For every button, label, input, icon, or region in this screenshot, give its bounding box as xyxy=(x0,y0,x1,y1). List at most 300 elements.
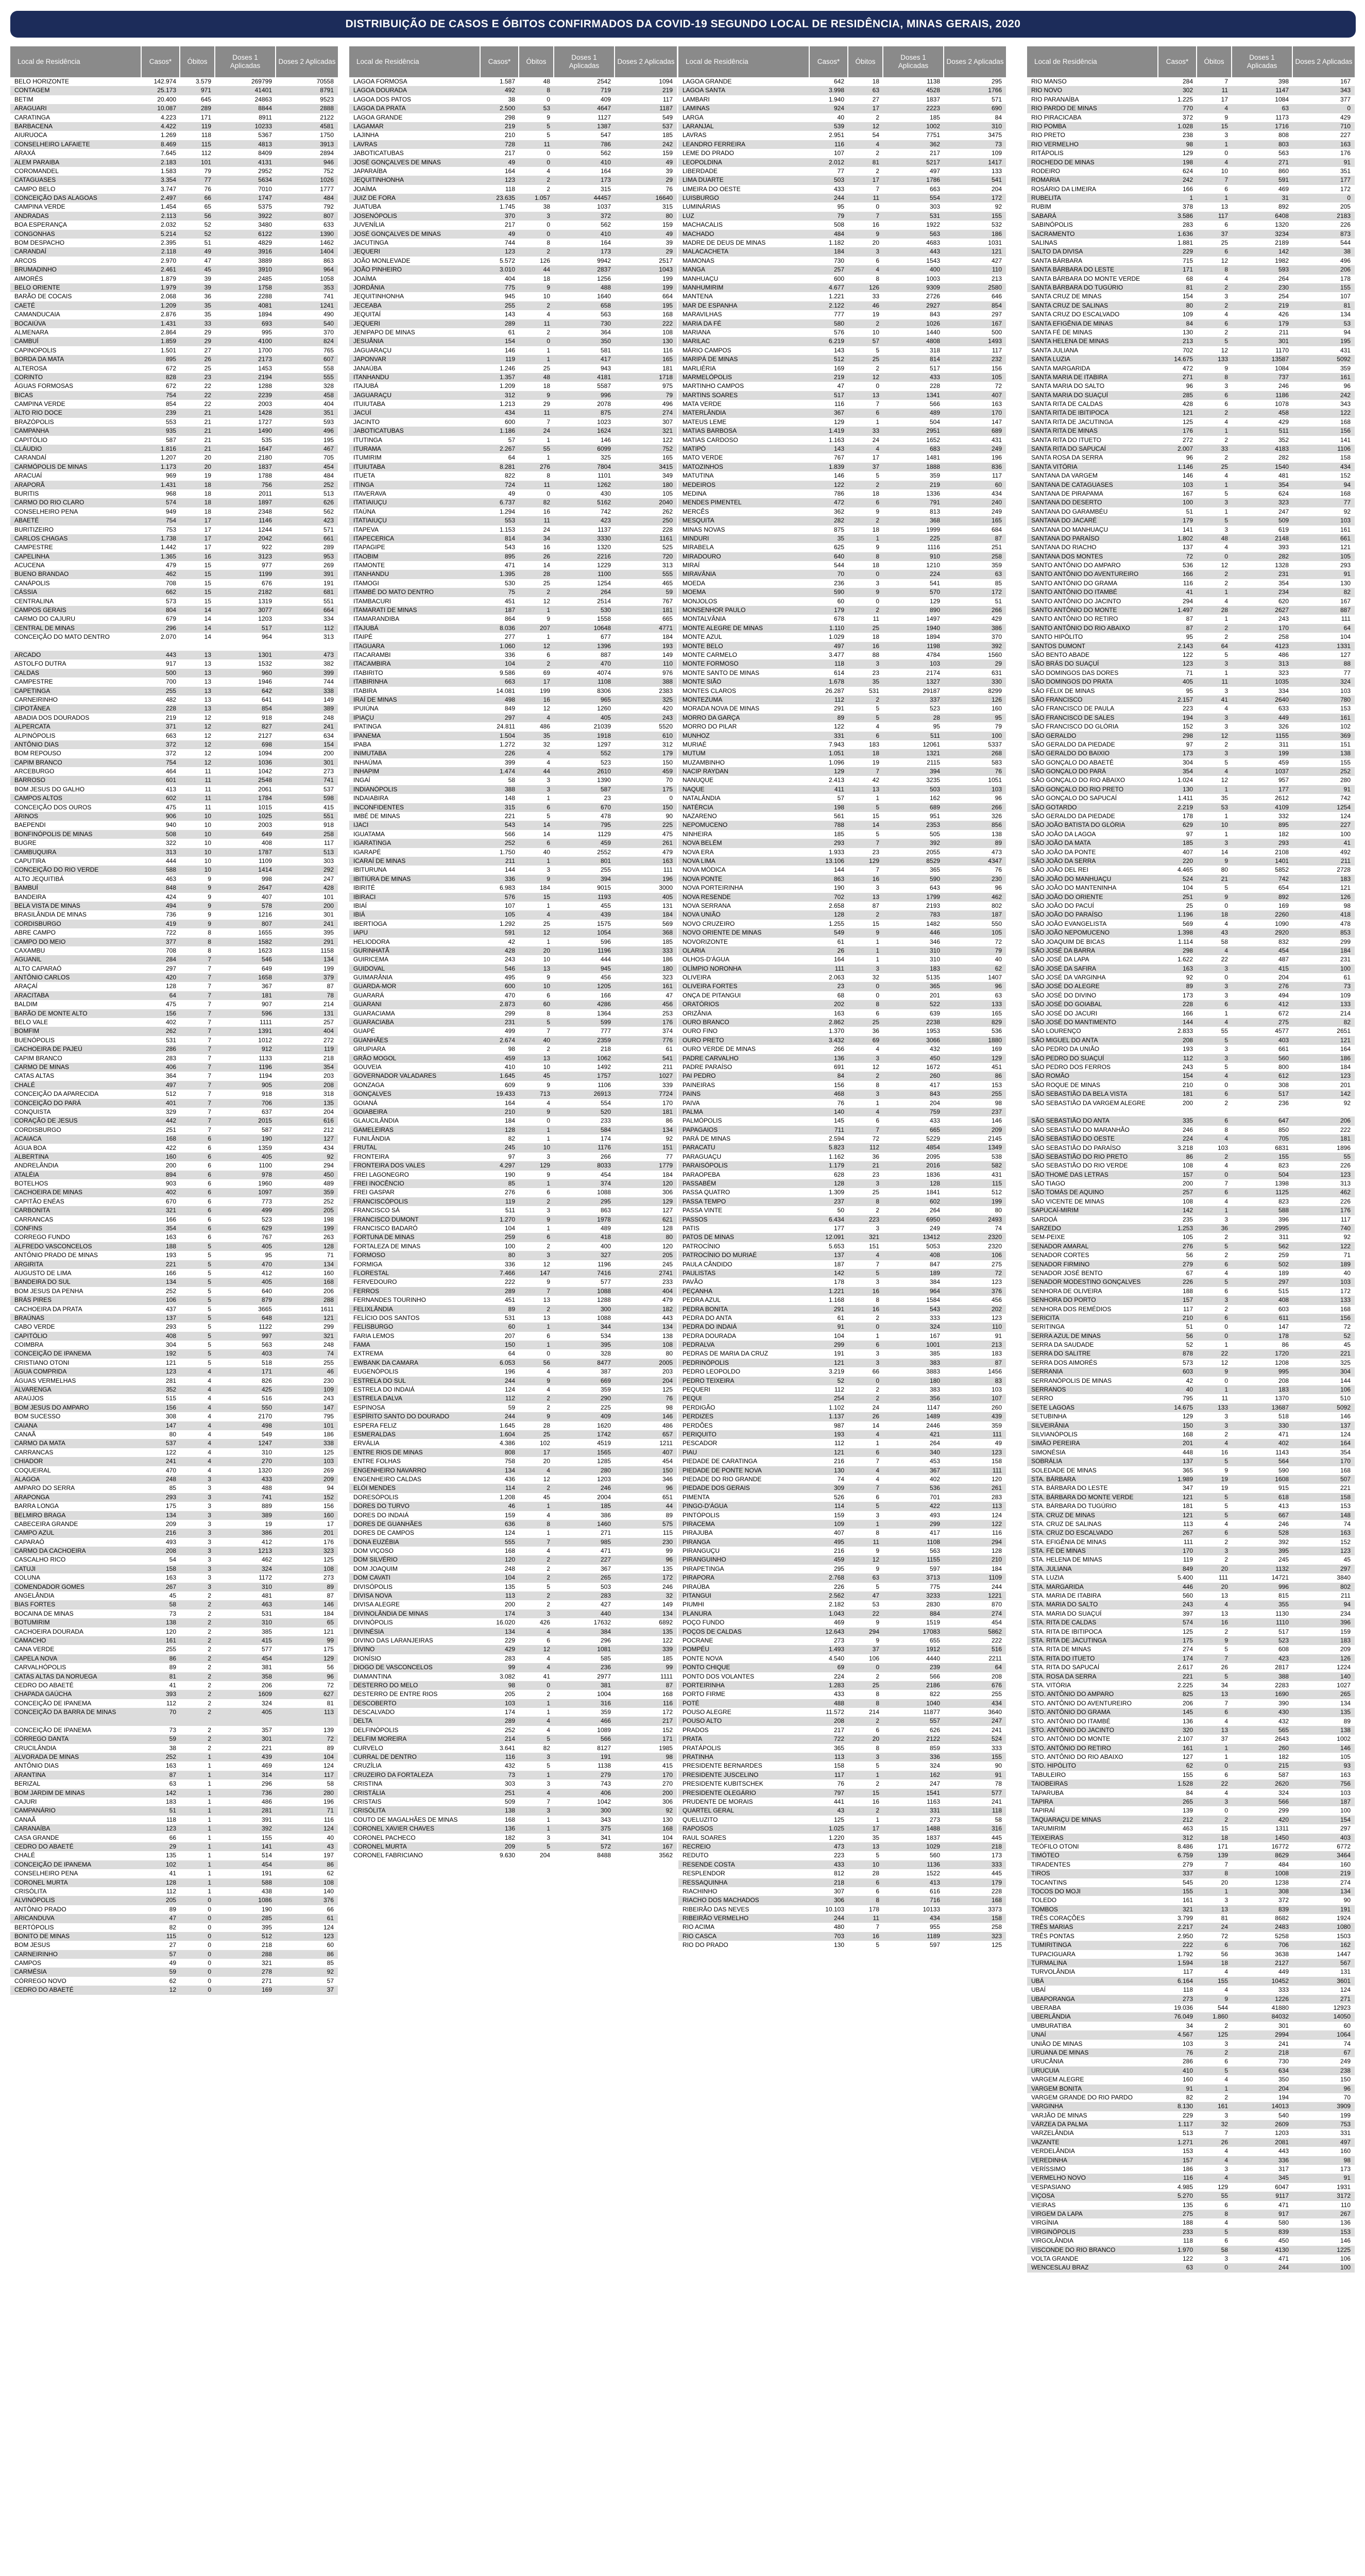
cases-value: 336 xyxy=(504,651,515,658)
dose1-value: 1127 xyxy=(598,113,611,121)
deaths-value: 106 xyxy=(868,1654,879,1662)
table-row xyxy=(678,785,1006,794)
table-row xyxy=(1027,230,1355,239)
deaths-value: 8 xyxy=(208,929,211,937)
table-row xyxy=(349,1385,677,1394)
cases-value: 208 xyxy=(833,1717,844,1725)
cases-value: 112 xyxy=(834,1386,844,1394)
dose2-value: 211 xyxy=(1340,857,1351,865)
dose2-value: 569 xyxy=(662,920,673,927)
deaths-value: 19 xyxy=(872,758,879,766)
dose2-value: 214 xyxy=(323,1001,334,1008)
table-header xyxy=(10,46,338,77)
deaths-value: 2 xyxy=(1224,1816,1228,1823)
dose2-value: 62 xyxy=(327,1870,334,1877)
dose1-value: 620 xyxy=(1278,597,1289,605)
cases-value: 940 xyxy=(165,821,176,829)
deaths-value: 21 xyxy=(1221,875,1228,883)
deaths-value: 10 xyxy=(543,956,550,963)
deaths-value: 35 xyxy=(204,301,211,309)
dose2-value: 111 xyxy=(1341,615,1351,623)
city-name: BURITIS xyxy=(14,489,39,497)
dose1-value: 271 xyxy=(1278,158,1289,166)
cases-value: 362 xyxy=(833,507,844,515)
table-row xyxy=(678,489,1006,498)
dose1-value: 367 xyxy=(929,1466,940,1474)
dose2-value: 765 xyxy=(323,346,334,354)
deaths-value: 12 xyxy=(1221,732,1228,739)
city-name: LAGOA GRANDE xyxy=(682,78,732,85)
dose1-value: 590 xyxy=(929,875,940,883)
dose1-value: 863 xyxy=(600,1207,611,1214)
table-row xyxy=(10,722,338,731)
dose2-value: 1058 xyxy=(320,275,334,282)
deaths-value: 1 xyxy=(1224,481,1228,488)
deaths-value: 12 xyxy=(872,373,879,381)
city-name: ITAMBACURI xyxy=(353,597,391,605)
table-row xyxy=(349,113,677,122)
dose2-value: 2894 xyxy=(320,149,334,157)
table-row xyxy=(1027,328,1355,337)
deaths-value: 6 xyxy=(208,1144,211,1151)
table-row xyxy=(678,239,1006,247)
deaths-value: 3 xyxy=(876,1225,879,1232)
dose1-value: 282 xyxy=(1278,552,1289,560)
deaths-value: 4 xyxy=(876,1430,879,1438)
dose1-value: 998 xyxy=(261,875,272,883)
dose2-value: 297 xyxy=(1340,1825,1351,1833)
deaths-value: 4 xyxy=(208,1466,211,1474)
city-name: IPANEMA xyxy=(353,732,381,739)
city-name: TOCOS DO MOJI xyxy=(1031,1887,1081,1895)
dose2-value: 197 xyxy=(323,1852,334,1859)
table-row xyxy=(1027,677,1355,686)
deaths-value: 1 xyxy=(547,1323,550,1331)
cases-value: 223 xyxy=(833,1852,844,1859)
dose1-value: 449 xyxy=(1278,714,1289,721)
cases-value: 411 xyxy=(834,785,844,793)
dose2-value: 451 xyxy=(991,1063,1002,1071)
cases-value: 108 xyxy=(1182,1162,1193,1170)
dose2-value: 105 xyxy=(1340,1753,1351,1761)
cases-value: 1.209 xyxy=(160,301,176,309)
cases-value: 1.442 xyxy=(160,544,176,551)
dose1-value: 215 xyxy=(1278,1762,1289,1770)
dose2-value: 544 xyxy=(1340,239,1351,247)
dose2-value: 127 xyxy=(323,1135,334,1143)
dose1-value: 4784 xyxy=(926,651,940,658)
table-column xyxy=(349,46,677,2576)
city-name: ALPERCATA xyxy=(14,723,50,731)
city-name: SÃO SEBASTIÃO DO RIO PRETO xyxy=(1031,1153,1128,1160)
dose2-value: 571 xyxy=(323,526,334,533)
deaths-value: 1 xyxy=(547,1816,550,1823)
deaths-value: 11 xyxy=(204,776,211,784)
cases-value: 54 xyxy=(169,1556,176,1564)
table-row xyxy=(10,1269,338,1278)
dose1-value: 2194 xyxy=(258,373,272,381)
city-name: PONTO DOS VOLANTES xyxy=(682,1672,755,1680)
dose1-value: 1758 xyxy=(258,283,272,291)
cases-value: 142.974 xyxy=(153,78,176,85)
dose2-value: 117 xyxy=(992,346,1002,354)
table-row xyxy=(10,1045,338,1054)
deaths-value: 4 xyxy=(876,1045,879,1053)
dose1-value: 8127 xyxy=(597,1744,611,1752)
deaths-value: 14 xyxy=(872,1421,879,1429)
table-row xyxy=(349,1323,677,1331)
dose1-value: 310 xyxy=(261,1619,272,1626)
cases-value: 753 xyxy=(165,526,176,533)
city-name: ARAÇAÍ xyxy=(14,982,38,990)
deaths-value: 184 xyxy=(539,884,550,892)
dose1-value: 667 xyxy=(1278,1511,1289,1519)
dose2-value: 29 xyxy=(666,176,673,184)
dose2-value: 549 xyxy=(662,113,673,121)
table-row xyxy=(1027,427,1355,435)
dose1-value: 823 xyxy=(1278,1197,1289,1205)
dose1-value: 543 xyxy=(929,1305,940,1313)
dose1-value: 432 xyxy=(1278,1717,1289,1725)
cases-value: 730 xyxy=(833,257,844,264)
city-name: STA. RITA DE IBITIPOCA xyxy=(1031,1628,1102,1635)
city-name: ANTÔNIO DIAS xyxy=(14,1762,59,1770)
deaths-value: 3 xyxy=(208,1511,211,1519)
table-row xyxy=(349,131,677,140)
city-name: CACHOEIRA DE PAJEÚ xyxy=(14,1045,82,1053)
cases-value: 1.859 xyxy=(160,337,176,345)
table-row xyxy=(1027,1153,1355,1161)
dose1-value: 698 xyxy=(261,740,272,748)
cases-value: 1.497 xyxy=(1177,606,1193,614)
dose1-value: 408 xyxy=(929,1251,940,1259)
dose1-value: 563 xyxy=(600,311,611,318)
dose2-value: 291 xyxy=(323,938,334,945)
dose1-value: 1100 xyxy=(259,1162,272,1170)
city-name: RIO DO PRADO xyxy=(682,1941,728,1949)
deaths-value: 8 xyxy=(547,1009,550,1017)
dose2-value: 204 xyxy=(662,1377,673,1384)
cases-value: 245 xyxy=(504,1144,515,1151)
dose2-value: 85 xyxy=(327,1959,334,1967)
city-name: SENADOR CORTES xyxy=(1031,1251,1089,1259)
dose2-value: 123 xyxy=(991,1314,1002,1321)
city-name: BUENÓPOLIS xyxy=(14,1036,55,1044)
dose1-value: 6122 xyxy=(258,230,272,238)
cases-value: 154 xyxy=(1182,1072,1193,1080)
city-name: OURO FINO xyxy=(682,1027,718,1035)
deaths-value: 9 xyxy=(876,1565,879,1572)
dose2-value: 124 xyxy=(323,1762,334,1770)
dose2-value: 248 xyxy=(323,714,334,721)
city-name: ESTRELA DO INDAIÁ xyxy=(353,1386,415,1394)
table-row xyxy=(10,1708,338,1726)
cases-value: 304 xyxy=(165,1341,176,1349)
dose1-value: 86 xyxy=(1282,1341,1289,1349)
city-name: SANTA FÉ DE MINAS xyxy=(1031,328,1093,336)
deaths-value: 9 xyxy=(1224,1636,1228,1644)
deaths-value: 9 xyxy=(208,893,211,901)
city-name: PAINEIRAS xyxy=(682,1081,715,1089)
table-row xyxy=(349,1663,677,1672)
table-header xyxy=(1027,46,1355,77)
dose1-value: 8488 xyxy=(597,1852,611,1859)
cases-value: 708 xyxy=(165,579,176,587)
dose1-value: 14721 xyxy=(1271,1574,1289,1582)
deaths-value: 9 xyxy=(1224,857,1228,865)
cases-value: 64 xyxy=(169,991,176,999)
cases-value: 354 xyxy=(165,1225,176,1232)
cases-value: 736 xyxy=(165,911,176,919)
cases-value: 209 xyxy=(165,1520,176,1528)
dose1-value: 1575 xyxy=(597,920,611,927)
city-name: ALEM PARAIBA xyxy=(14,158,60,166)
deaths-value: 1 xyxy=(876,1771,879,1778)
deaths-value: 2 xyxy=(208,1744,211,1752)
dose1-value: 1940 xyxy=(926,624,940,632)
city-name: ARAXÁ xyxy=(14,149,36,157)
dose2-value: 121 xyxy=(323,1628,334,1635)
city-name: ITAIPÉ xyxy=(353,633,373,641)
cases-value: 3.477 xyxy=(828,651,844,658)
deaths-value: 6 xyxy=(208,1233,211,1241)
dose2-value: 112 xyxy=(323,624,334,632)
dose2-value: 78 xyxy=(995,1780,1002,1788)
table-row xyxy=(1027,1305,1355,1314)
dose1-value: 2016 xyxy=(926,1162,940,1170)
city-name: CARRANCAS xyxy=(14,1215,54,1223)
dose2-value: 976 xyxy=(662,669,673,676)
table-row xyxy=(10,1430,338,1439)
dose2-value: 40 xyxy=(995,956,1002,963)
city-name: ALVARENGA xyxy=(14,1386,52,1394)
table-row xyxy=(349,740,677,749)
cases-value: 795 xyxy=(1182,1395,1193,1402)
dose1-value: 270 xyxy=(261,1458,272,1465)
deaths-value: 7 xyxy=(547,1798,550,1805)
dose1-value: 2061 xyxy=(258,785,272,793)
table-row xyxy=(10,696,338,704)
table-row xyxy=(10,1233,338,1242)
dose1-value: 3889 xyxy=(258,257,272,264)
table-row xyxy=(678,714,1006,722)
dose1-value: 21039 xyxy=(593,723,611,731)
dose2-value: 146 xyxy=(1340,1744,1351,1752)
dose2-value: 72 xyxy=(327,1735,334,1743)
cases-value: 128 xyxy=(165,1878,176,1886)
dose1-value: 386 xyxy=(600,1511,611,1519)
city-name: BOTUMIRIM xyxy=(14,1619,50,1626)
deaths-value: 0 xyxy=(876,991,879,999)
city-name: CARNEIRINHO xyxy=(14,1950,58,1958)
cases-value: 3.082 xyxy=(499,1672,515,1680)
deaths-value: 0 xyxy=(1224,902,1228,909)
deaths-value: 72 xyxy=(1221,1932,1228,1940)
city-name: SÃO DOMINGOS DO PRATA xyxy=(1031,678,1113,686)
dose2-value: 203 xyxy=(323,1072,334,1080)
city-name: STO. ANTÔNIO DO RIO ABAIXO xyxy=(1031,1753,1123,1761)
deaths-value: 13 xyxy=(204,660,211,668)
city-name: FLORESTAL xyxy=(353,1269,389,1277)
table-row xyxy=(1027,902,1355,910)
table-row xyxy=(10,1054,338,1063)
deaths-value: 15 xyxy=(204,597,211,605)
dose2-value: 181 xyxy=(1340,1135,1351,1143)
dose1-value: 326 xyxy=(1278,723,1289,731)
dose2-value: 158 xyxy=(991,1458,1002,1465)
dose2-value: 126 xyxy=(991,696,1002,703)
cases-value: 895 xyxy=(504,552,515,560)
cases-value: 23 xyxy=(837,982,844,990)
table-row xyxy=(1027,1134,1355,1143)
deaths-value: 25 xyxy=(543,1430,550,1438)
deaths-value: 1 xyxy=(876,1332,879,1340)
deaths-value: 0 xyxy=(1224,1332,1228,1340)
deaths-value: 115 xyxy=(201,140,211,148)
table-row xyxy=(10,292,338,301)
dose1-value: 439 xyxy=(261,1753,272,1761)
dose2-value: 664 xyxy=(323,606,334,614)
city-name: ALAGOA xyxy=(14,1475,40,1483)
dose2-value: 150 xyxy=(662,758,673,766)
deaths-value: 10 xyxy=(204,812,211,820)
dose1-value: 310 xyxy=(261,1448,272,1456)
table-row xyxy=(1027,1842,1355,1851)
cases-value: 56 xyxy=(1186,1251,1193,1259)
dose2-value: 434 xyxy=(323,1144,334,1151)
deaths-value: 28 xyxy=(543,1421,550,1429)
city-name: BOM JESUS DO AMPARO xyxy=(14,1403,89,1411)
city-name: SÃO JOSÉ DO JACURI xyxy=(1031,1009,1098,1017)
city-name: CAIANA xyxy=(14,1421,38,1429)
cases-value: 293 xyxy=(165,1323,176,1331)
cases-value: 480 xyxy=(833,1923,844,1931)
table-row xyxy=(1027,292,1355,301)
deaths-value: 12 xyxy=(1221,346,1228,354)
city-name: SANTO HIPÓLITO xyxy=(1031,633,1083,641)
dose1-value: 368 xyxy=(929,517,940,524)
table-row xyxy=(349,1520,677,1529)
table-row xyxy=(349,319,677,328)
cases-value: 848 xyxy=(165,884,176,892)
dose1-value: 44457 xyxy=(593,194,611,202)
dose2-value: 153 xyxy=(1340,1502,1351,1510)
cases-value: 104 xyxy=(833,1332,844,1340)
deaths-value: 9 xyxy=(547,615,550,623)
cases-value: 252 xyxy=(165,1753,176,1761)
cases-value: 441 xyxy=(833,1798,844,1805)
table-row xyxy=(10,77,338,86)
table-row xyxy=(1027,221,1355,229)
cases-value: 20.400 xyxy=(157,95,176,103)
cases-value: 5.214 xyxy=(160,230,176,238)
deaths-value: 15 xyxy=(204,579,211,587)
dose1-value: 2542 xyxy=(597,78,611,85)
deaths-value: 16 xyxy=(872,221,879,229)
dose1-value: 736 xyxy=(261,1789,272,1797)
deaths-value: 1 xyxy=(1224,507,1228,515)
dose2-value: 58 xyxy=(327,1780,334,1788)
deaths-value: 9 xyxy=(547,875,550,883)
dose1-value: 1428 xyxy=(258,409,272,417)
deaths-value: 11 xyxy=(543,319,550,327)
cases-value: 1.419 xyxy=(828,427,844,435)
cases-value: 499 xyxy=(504,1027,515,1035)
city-name: CONCEIÇÃO DE IPANEMA xyxy=(14,1726,92,1734)
cases-value: 2.674 xyxy=(499,1036,515,1044)
deaths-value: 3 xyxy=(547,1807,550,1815)
dose2-value: 130 xyxy=(1340,579,1351,587)
cases-value: 62 xyxy=(169,1977,176,1985)
cases-value: 2.970 xyxy=(160,257,176,264)
table-row xyxy=(678,964,1006,973)
deaths-value: 5 xyxy=(1224,884,1228,892)
table-row xyxy=(678,821,1006,829)
deaths-value: 9 xyxy=(876,1619,879,1626)
dose2-value: 1985 xyxy=(659,1744,673,1752)
deaths-value: 11 xyxy=(873,194,879,202)
dose1-value: 1960 xyxy=(258,1180,272,1188)
table-row xyxy=(678,1573,1006,1582)
deaths-value: 2 xyxy=(208,1654,211,1662)
dose1-value: 2003 xyxy=(258,821,272,829)
dose1-value: 2078 xyxy=(597,400,611,408)
table-row xyxy=(10,1816,338,1824)
deaths-value: 5 xyxy=(1224,1493,1228,1501)
dose2-value: 160 xyxy=(323,1269,334,1277)
city-name: RESPLENDOR xyxy=(682,1870,725,1877)
dose1-value: 2485 xyxy=(258,275,272,282)
dose2-value: 250 xyxy=(662,517,673,524)
cases-value: 906 xyxy=(165,812,176,820)
cases-value: 2.461 xyxy=(160,266,176,274)
dose1-value: 1620 xyxy=(597,1421,611,1429)
city-name: ALTO CAPARAÓ xyxy=(14,964,62,972)
cases-value: 251 xyxy=(1182,893,1193,901)
cases-value: 58 xyxy=(169,1601,176,1608)
cases-value: 51 xyxy=(1186,1323,1193,1331)
deaths-value: 16 xyxy=(872,1305,879,1313)
city-name: SÃO ROQUE DE MINAS xyxy=(1031,1081,1101,1089)
city-name: NOVA UNIÃO xyxy=(682,911,721,919)
dose1-value: 453 xyxy=(929,1458,940,1465)
deaths-value: 47 xyxy=(204,257,211,264)
deaths-value: 139 xyxy=(1217,1852,1228,1859)
deaths-value: 171 xyxy=(1217,1842,1228,1850)
cases-value: 814 xyxy=(504,534,515,542)
deaths-value: 3 xyxy=(876,1753,879,1761)
cases-value: 128 xyxy=(504,1126,515,1133)
table-row xyxy=(10,758,338,767)
deaths-value: 486 xyxy=(539,723,550,731)
dose1-value: 389 xyxy=(261,1511,272,1519)
dose2-value: 104 xyxy=(323,1753,334,1761)
cases-value: 1.225 xyxy=(1177,95,1193,103)
deaths-value: 0 xyxy=(208,1923,211,1931)
table-row xyxy=(1027,659,1355,668)
dose1-value: 337 xyxy=(929,696,940,703)
dose1-value: 522 xyxy=(929,1001,940,1008)
city-name: CALDAS xyxy=(14,669,40,676)
city-name: ITACAMBIRA xyxy=(353,660,391,668)
dose2-value: 0 xyxy=(1347,194,1351,202)
city-name: JEQUITAÍ xyxy=(353,311,381,318)
table-row xyxy=(10,606,338,615)
deaths-value: 72 xyxy=(872,1135,879,1143)
cases-value: 700 xyxy=(165,678,176,686)
dose1-value: 246 xyxy=(1278,1520,1289,1528)
deaths-value: 9 xyxy=(876,507,879,515)
